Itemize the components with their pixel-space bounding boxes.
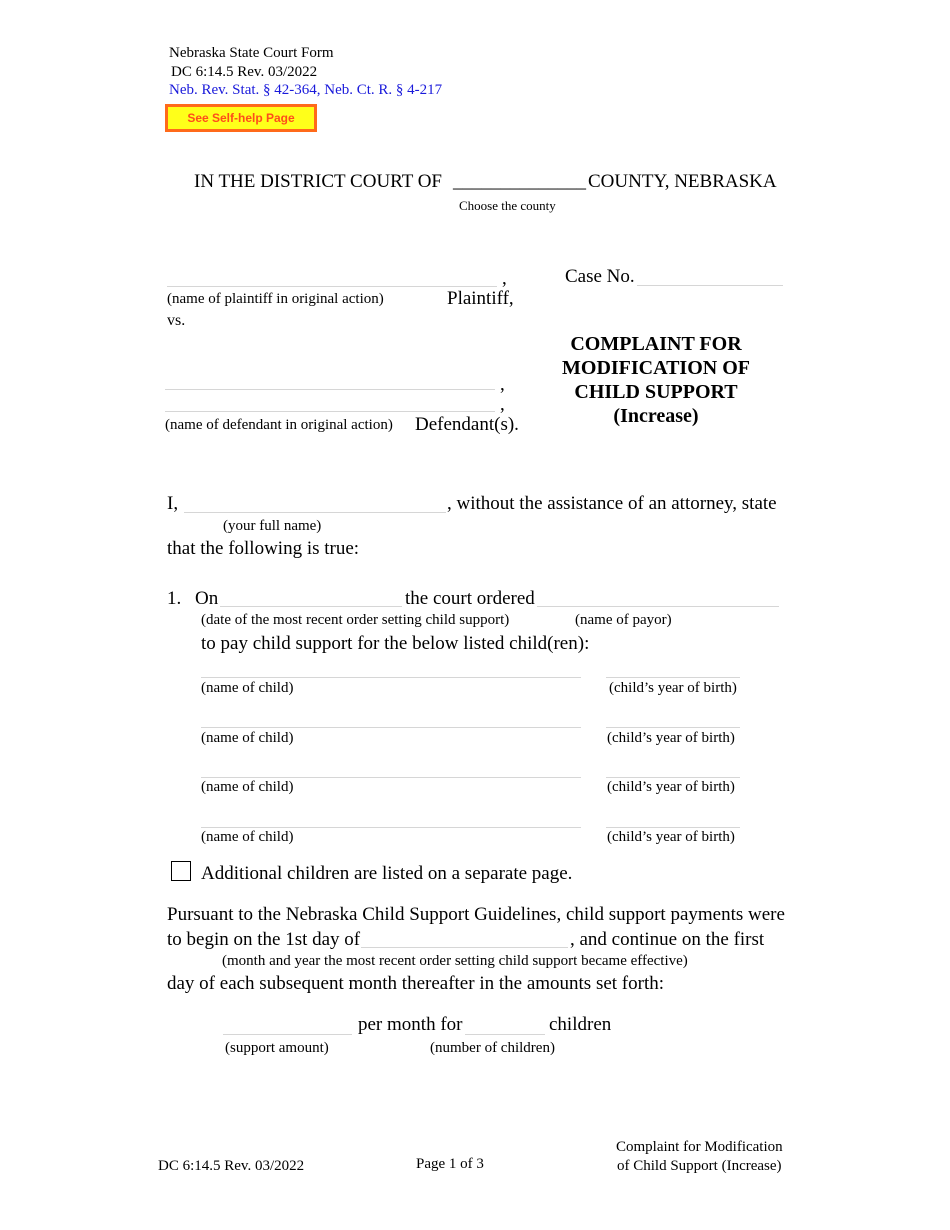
child-2-name-field[interactable] (201, 707, 581, 728)
full-name-field[interactable] (184, 492, 446, 513)
plaintiff-name-field[interactable] (167, 266, 497, 287)
item-number: 1. (167, 588, 182, 609)
footer-title-line-1: Complaint for Modification (616, 1139, 783, 1155)
effective-month-hint: (month and year the most recent order setting child support became effective) (222, 953, 688, 969)
form-code: DC 6:14.5 Rev. 03/2022 (171, 64, 318, 80)
plaintiff-comma: , (502, 268, 507, 289)
additional-children-label: Additional children are listed on a separate page. (201, 863, 573, 884)
court-suffix: COUNTY, NEBRASKA (588, 171, 777, 192)
page-number: Page 1 of 3 (416, 1156, 484, 1172)
document-title (545, 332, 767, 428)
support-amount-hint: (support amount) (225, 1040, 329, 1056)
additional-children-checkbox[interactable] (171, 861, 191, 881)
child-4-year-field[interactable] (606, 807, 740, 828)
on-label: On (195, 588, 219, 609)
payor-hint: (name of payor) (575, 612, 672, 628)
child-2-year-hint: (child’s year of birth) (607, 730, 735, 746)
case-no-field[interactable] (637, 265, 783, 286)
title-line-4: (Increase) (613, 405, 699, 427)
child-3-name-field[interactable] (201, 757, 581, 778)
effective-month-field[interactable] (361, 927, 568, 948)
guidelines-line-1: Pursuant to the Nebraska Child Support Guidelines, child support payments were (167, 904, 785, 925)
support-amount-field[interactable] (223, 1014, 352, 1035)
form-name: Nebraska State Court Form (169, 45, 334, 61)
defendant-name-field-2[interactable] (165, 391, 495, 412)
full-name-hint: (your full name) (223, 518, 322, 534)
court-prefix: IN THE DISTRICT COURT OF (194, 171, 442, 192)
order-date-hint: (date of the most recent order setting child support) (201, 612, 510, 628)
guidelines-line-3: day of each subsequent month thereafter in the amounts set forth: (167, 973, 665, 994)
guidelines-line-2-prefix: to begin on the 1st day of (167, 929, 361, 950)
defendant-name-field[interactable] (165, 369, 495, 390)
child-1-year-hint: (child’s year of birth) (609, 680, 737, 696)
child-1-name-field[interactable] (201, 657, 581, 678)
county-select[interactable]: ______________ (453, 171, 586, 192)
title-line-1: COMPLAINT FOR (570, 333, 742, 355)
i-label: I, (167, 493, 179, 514)
defendant-label: Defendant(s). (415, 414, 519, 435)
child-4-name-hint: (name of child) (201, 829, 294, 845)
statute-link[interactable]: Neb. Rev. Stat. § 42-364, Neb. Ct. R. § 4-217 (169, 82, 443, 98)
footer-title-line-2: of Child Support (Increase) (617, 1158, 782, 1174)
title-line-2: MODIFICATION OF (562, 357, 750, 379)
statement-after-name: , without the assistance of an attorney, state (447, 493, 777, 514)
child-4-name-field[interactable] (201, 807, 581, 828)
payor-name-field[interactable] (537, 586, 779, 607)
child-2-name-hint: (name of child) (201, 730, 294, 746)
defendant-comma-1: , (500, 374, 505, 395)
child-3-year-hint: (child’s year of birth) (607, 779, 735, 795)
defendant-hint: (name of defendant in original action) (165, 417, 393, 433)
per-month-for-label: per month for (358, 1014, 463, 1035)
court-ordered-label: the court ordered (405, 588, 535, 609)
children-label: children (549, 1014, 612, 1035)
statement-line-2: that the following is true: (167, 538, 360, 559)
child-2-year-field[interactable] (606, 707, 740, 728)
number-of-children-hint: (number of children) (430, 1040, 555, 1056)
plaintiff-hint: (name of plaintiff in original action) (167, 291, 384, 307)
child-3-year-field[interactable] (606, 757, 740, 778)
self-help-button[interactable]: See Self-help Page (165, 104, 317, 132)
pay-child-support-line: to pay child support for the below listed child(ren): (201, 633, 590, 654)
number-of-children-field[interactable] (465, 1014, 545, 1035)
footer-code: DC 6:14.5 Rev. 03/2022 (158, 1158, 305, 1174)
defendant-comma-2: , (500, 394, 505, 415)
order-date-field[interactable] (220, 586, 402, 607)
child-4-year-hint: (child’s year of birth) (607, 829, 735, 845)
child-3-name-hint: (name of child) (201, 779, 294, 795)
title-line-3: CHILD SUPPORT (574, 381, 738, 403)
vs-label: vs. (167, 312, 186, 329)
plaintiff-label: Plaintiff, (447, 288, 514, 309)
child-1-name-hint: (name of child) (201, 680, 294, 696)
county-hint: Choose the county (459, 198, 556, 213)
child-1-year-field[interactable] (606, 657, 740, 678)
case-no-label: Case No. (565, 266, 635, 287)
guidelines-line-2-suffix: , and continue on the first (570, 929, 765, 950)
